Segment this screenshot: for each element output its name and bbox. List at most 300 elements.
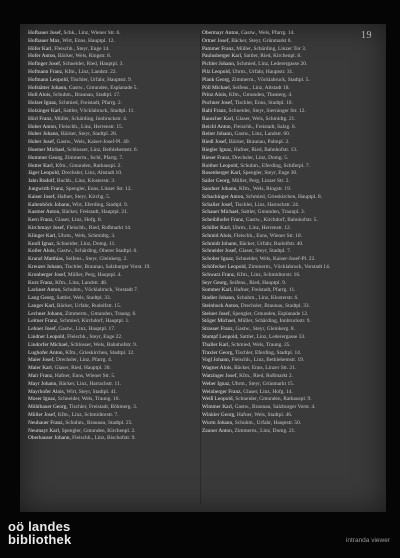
entry-text: Wirt, Enns, Hauptpl. 12. <box>62 37 115 44</box>
directory-entry <box>202 108 372 114</box>
entry-name: Müller Josef, <box>28 412 57 419</box>
entry-text: Uhrm., Wels, Schmidtg. 3. <box>58 232 116 239</box>
entry-name: Lang Georg, <box>28 295 56 302</box>
entry-name: Rabl Franz, <box>202 107 228 114</box>
entry-text: Uhrm., Linz, Herrenstr. 12. <box>232 224 292 231</box>
entry-name: Kronberger Josef, <box>28 271 67 278</box>
entry-name: Mair Franz, <box>28 373 54 380</box>
directory-entry <box>202 428 372 434</box>
directory-entry <box>202 350 372 356</box>
entry-name: Schöfecker Leopold, <box>202 263 247 270</box>
directory-entry <box>28 311 198 317</box>
entry-text: Uhrm., Urfahr, Hauptstr. 31. <box>232 68 294 75</box>
entry-name: Neubauer Franz, <box>28 419 64 426</box>
entry-name: Maier Karl, <box>28 365 54 372</box>
entry-text: Seifens., Linz, Altstadt 18. <box>232 84 290 91</box>
entry-text: Hafner, Enns, Wiener Str. 5. <box>54 373 116 380</box>
entry-text: Gastw., Braunau, Salzburger Vorst. 4. <box>234 404 316 411</box>
entry-name: Stadler Johann, <box>202 295 236 302</box>
library-logo[interactable] <box>8 520 71 546</box>
entry-name: Stumpf Leopold, <box>202 334 239 341</box>
entry-text: Fleischh., Enns, Wiener Str. 18. <box>233 232 303 239</box>
entry-text: Tischler, Enns, Stadtpl. 10. <box>234 100 293 107</box>
directory-entry <box>28 241 198 247</box>
directory-entry <box>28 233 198 239</box>
entry-text: Fleischh., Linz, Herrenstr. 15. <box>58 123 124 130</box>
directory-entry <box>202 124 372 130</box>
entry-text: Schneider, Wels, Kaiser-Josef-Pl. 22. <box>235 256 316 263</box>
entry-text: Kfm., Linz, Schmidtorstr. 7. <box>57 412 119 419</box>
directory-entry <box>28 295 198 301</box>
right-column <box>202 30 372 435</box>
entry-name: Riegler Ignaz, <box>202 146 233 153</box>
entry-text: Fleischh., Linz, Bischofstr. 9. <box>72 435 136 442</box>
directory-entry <box>202 209 372 215</box>
entry-text: Kfm., Gmunden, Theaterg. 4. <box>228 92 293 99</box>
directory-entry <box>202 225 372 231</box>
entry-name: Neumayr Karl, <box>28 427 61 434</box>
entry-text: Buchb., Linz, Klosterstr. 3. <box>56 178 116 185</box>
entry-text: Schlosser, Wels, Bahnhofstr. 9. <box>70 341 138 348</box>
directory-entry <box>202 264 372 270</box>
entry-name: Schober Ignaz, <box>202 256 235 263</box>
directory-entry <box>28 389 198 395</box>
entry-name: Roither Leopold, <box>202 162 239 169</box>
entry-name: Obermayr Anton, <box>202 30 240 36</box>
directory-entry <box>202 77 372 83</box>
directory-entry <box>202 155 372 161</box>
directory-entry <box>28 428 198 434</box>
entry-name: Weiß Leopold, <box>202 396 234 403</box>
entry-name: Sandner Johann, <box>202 185 238 192</box>
entry-name: Hutter Karl, <box>28 162 55 169</box>
directory-entry <box>28 108 198 114</box>
entry-name: Holzinger Karl, <box>28 107 62 114</box>
entry-name: Kastner Anton, <box>28 209 61 216</box>
entry-name: Wimmer Karl, <box>202 404 234 411</box>
directory-entry <box>28 155 198 161</box>
entry-name: Reiter Johann, <box>202 131 234 138</box>
entry-name: Holzer Ignaz, <box>28 100 58 107</box>
entry-text: Tischler, Freistadt, Böhmerg. 3. <box>69 404 138 411</box>
directory-entry <box>28 287 198 293</box>
entry-name: Knoll Ignaz, <box>28 240 55 247</box>
entry-name: Lughofer Anton, <box>28 349 64 356</box>
entry-text: Tischler, Braunau, Salzburger Vorst. 19. <box>64 263 151 270</box>
entry-text: Schmied, Grieskirchen, Hauptpl. 8. <box>245 193 323 200</box>
entry-text: Wirt, Steyr, Stadtpl. 41. <box>66 388 118 395</box>
entry-text: Wirt, Eferding, Stadtpl. 9. <box>72 201 129 208</box>
directory-entry <box>202 420 372 426</box>
directory-entry <box>28 163 198 169</box>
entry-name: Ortner Josef, <box>202 37 230 44</box>
entry-text: Glaser, Ried, Hauptpl. 30. <box>54 365 111 372</box>
entry-name: Stöger Michael, <box>202 318 237 325</box>
entry-name: Schmid Alois, <box>202 232 233 239</box>
logo-line-2: bibliothek <box>8 532 72 547</box>
entry-name: Hofmann Leopold, <box>28 76 70 83</box>
entry-text: Drechsler, Linz, Altstadt 10. <box>61 170 123 177</box>
entry-name: Lechner Johann, <box>28 310 64 317</box>
directory-entry <box>202 217 372 223</box>
entry-text: Tischler, Eferding, Stadtpl. 14. <box>235 349 302 356</box>
entry-text: Hafner, Freistadt, Pfarrg. 11. <box>233 287 296 294</box>
entry-name: Wagner Alois, <box>202 365 233 372</box>
directory-entry <box>28 186 198 192</box>
directory-entry <box>202 46 372 52</box>
directory-entry <box>202 92 372 98</box>
entry-name: Scheiblhofer Franz, <box>202 217 245 224</box>
entry-text: Schmied, Kirchdorf, Hauptpl. 1. <box>59 318 130 325</box>
entry-name: Koller Alois, <box>28 248 56 255</box>
entry-text: Müller, Schärding, Innbruckstr. 4. <box>54 115 128 122</box>
entry-text: Glaser, Linz, Hofg. 8. <box>55 217 103 224</box>
logo-line-1: oö landes <box>8 519 71 534</box>
entry-name: Rieser Franz, <box>202 154 231 161</box>
entry-text: Drechsler, Linz, Domg. 5. <box>232 154 289 161</box>
entry-text: Kfm., Linz, Landstr. 22. <box>64 68 117 75</box>
directory-entry <box>28 373 198 379</box>
left-column <box>28 30 198 443</box>
entry-name: Thaller Karl, <box>202 341 230 348</box>
entry-name: Hofinger Josef, <box>28 61 62 68</box>
directory-entry <box>28 256 198 262</box>
entry-text: Sattler, Vöcklabruck, Stadtpl. 11. <box>63 107 135 114</box>
directory-entry <box>202 334 372 340</box>
directory-entry <box>28 147 198 153</box>
entry-name: Strasser Franz, <box>202 326 235 333</box>
entry-name: Reichl Anton, <box>202 123 232 130</box>
entry-name: Kirchmayr Josef, <box>28 224 66 231</box>
directory-entry <box>202 147 372 153</box>
directory-entry <box>202 280 372 286</box>
entry-name: Seyr Georg, <box>202 279 228 286</box>
directory-entry <box>202 326 372 332</box>
entry-text: Schneider, Gmunden, Rathauspl. 9. <box>235 396 312 403</box>
directory-entry <box>202 381 372 387</box>
entry-text: Drechsler, Braunau, Stadtpl. 33. <box>240 302 310 309</box>
entry-name: Jungwirth Franz, <box>28 185 65 192</box>
directory-entry <box>202 404 372 410</box>
directory-entry <box>28 381 198 387</box>
directory-entry <box>28 38 198 44</box>
directory-entry <box>202 412 372 418</box>
entry-text: Schneider, Steyr, Sierninger Str. 12. <box>228 107 306 114</box>
entry-name: Schaller Josef, <box>202 201 234 208</box>
entry-name: Schwarz Franz, <box>202 271 236 278</box>
entry-name: Langer Karl, <box>28 302 56 309</box>
entry-text: Bäcker, Steyr, Stadtpl. 28. <box>60 131 118 138</box>
entry-text: Müller, Perg, Linzer Str. 2. <box>232 178 290 185</box>
entry-name: Vogl Johann, <box>202 357 231 364</box>
directory-entry <box>202 69 372 75</box>
entry-name: Oberhauser Johann, <box>28 435 71 442</box>
directory-entry <box>28 412 198 418</box>
entry-text: Zimmerm., Vöcklabruck, Vorstadt 14. <box>248 263 331 270</box>
scanned-page <box>20 24 386 512</box>
entry-name: Huemer Michael, <box>28 146 66 153</box>
directory-entry <box>202 272 372 278</box>
directory-entry <box>202 389 372 395</box>
entry-name: Hofstätter Johann, <box>28 84 68 91</box>
entry-text: Müller, Schärding, Innbruckstr. 9. <box>237 318 311 325</box>
directory-entry <box>202 295 372 301</box>
directory-entry <box>202 139 372 145</box>
entry-name: Prinz Alois, <box>202 92 228 99</box>
directory-entry <box>28 350 198 356</box>
entry-text: Schk., Linz, Wiener Str. 6. <box>63 30 121 36</box>
entry-text: Kfm., Gmunden, Rathauspl. 2. <box>55 162 122 169</box>
directory-entry <box>202 194 372 200</box>
entry-text: Spengler, Enns, Linzer Str. 12. <box>65 185 132 192</box>
directory-entry <box>28 30 198 36</box>
entry-name: Hofbauer Max, <box>28 37 61 44</box>
entry-name: Weber Ignaz, <box>202 380 231 387</box>
entry-name: Leitner Franz, <box>28 318 59 325</box>
entry-name: Rauscher Karl, <box>202 115 235 122</box>
directory-entry <box>28 92 198 98</box>
entry-name: Hofmann Franz, <box>28 68 64 75</box>
entry-name: Sommer Karl, <box>202 287 233 294</box>
viewer-label[interactable]: intranda viewer <box>345 537 390 544</box>
entry-name: Kurz Franz, <box>28 279 54 286</box>
entry-text: Gastw., Linz, Hauptpl. 17. <box>58 326 116 333</box>
directory-entry <box>28 124 198 130</box>
entry-text: Schneider, Linz, Domg. 11. <box>56 240 116 247</box>
entry-name: Sailer Georg, <box>202 178 231 185</box>
directory-entry <box>202 178 372 184</box>
entry-text: Hafner, Steyr, Kirchg. 5. <box>57 193 111 200</box>
entry-text: Bäcker, Braunau, Palmpl. 2. <box>228 139 290 146</box>
entry-text: Fleischh., Steyr, Enge 22. <box>67 334 123 341</box>
entry-name: Huber Josef, <box>28 139 56 146</box>
entry-text: Gastw., Wels, Kaiser-Josef-Pl. 40. <box>56 139 130 146</box>
directory-entry <box>28 61 198 67</box>
entry-name: Plank Georg, <box>202 76 231 83</box>
column-divider <box>200 34 201 504</box>
directory-entry <box>202 311 372 317</box>
entry-text: Bäcker, Linz, Harrachstr. 11. <box>59 380 122 387</box>
entry-text: Schuhm., Linz, Klosterstr. 6. <box>236 295 299 302</box>
entry-text: Gastw., Kirchdorf, Bahnhofstr. 5. <box>245 217 318 224</box>
entry-text: Zimmerm., Linz, Domg. 21. <box>234 427 296 434</box>
entry-text: Tischler, Linz, Harrachstr. 24. <box>234 201 300 208</box>
entry-text: Zimmerm., Vöcklabruck, Stadtpl. 5. <box>231 76 310 83</box>
directory-entry <box>28 139 198 145</box>
directory-entry <box>28 342 198 348</box>
entry-name: Pilz Leopold, <box>202 68 232 75</box>
directory-entry <box>28 326 198 332</box>
directory-entry <box>28 365 198 371</box>
directory-entry <box>28 194 198 200</box>
entry-name: Paulusberger Karl, <box>202 53 243 60</box>
entry-text: Zimmerm., Ischl, Pfarrg. 7. <box>64 154 124 161</box>
directory-entry <box>202 241 372 247</box>
directory-entry <box>202 100 372 106</box>
directory-entry <box>28 318 198 324</box>
entry-text: Spengler, Steyr, Enge 30. <box>242 170 298 177</box>
entry-text: Fleischh., Linz, Bethlehemstr. 19. <box>231 357 305 364</box>
entry-text: Müller, Perg, Hauptpl. 4. <box>67 271 122 278</box>
directory-entry <box>202 30 372 36</box>
entry-name: Huber Anton, <box>28 123 58 130</box>
entry-name: Lehner Josef, <box>28 326 58 333</box>
entry-text: Schneider, Ried, Hauptpl. 3. <box>62 61 124 68</box>
entry-name: Lindner Leopold, <box>28 334 66 341</box>
directory-entry <box>28 280 198 286</box>
entry-text: Bäcker, Freistadt, Hauptpl. 21. <box>62 209 129 216</box>
entry-text: Schuhm., Eferding, Schiferpl. 7. <box>240 162 310 169</box>
entry-text: Gastw., Wels, Pfarrg. 14. <box>241 30 295 36</box>
entry-text: Müller, Schärding, Linzer Tor 3. <box>236 45 307 52</box>
entry-name: Hörl Franz, <box>28 115 53 122</box>
entry-name: Klinger Karl, <box>28 232 57 239</box>
directory-entry <box>28 53 198 59</box>
entry-text: Kfm., Ried, Roßmarkt 2. <box>239 373 293 380</box>
directory-entry <box>28 334 198 340</box>
directory-entry <box>28 435 198 441</box>
directory-entry <box>202 163 372 169</box>
directory-entry <box>202 233 372 239</box>
directory-entry <box>202 287 372 293</box>
directory-entry <box>28 404 198 410</box>
entry-text: Schuhm., Braunau, Stadtpl. 25. <box>65 419 133 426</box>
directory-entry <box>28 272 198 278</box>
entry-name: Traxler Georg, <box>202 349 234 356</box>
entry-text: Bäcker, Steyr, Grünmarkt 6. <box>231 37 292 44</box>
directory-entry <box>202 131 372 137</box>
entry-name: Puchner Josef, <box>202 100 234 107</box>
entry-name: Winkler Georg, <box>202 412 236 419</box>
entry-name: Riedl Josef, <box>202 139 228 146</box>
directory-entry <box>28 85 198 91</box>
entry-name: Hofbauer Josef, <box>28 30 63 36</box>
directory-entry <box>202 85 372 91</box>
directory-entry <box>28 396 198 402</box>
entry-text: Kfm., Wels, Ringstr. 19. <box>239 185 292 192</box>
entry-name: Kreuzer Johann, <box>28 263 64 270</box>
directory-entry <box>202 365 372 371</box>
directory-entry <box>28 77 198 83</box>
directory-entry <box>202 170 372 176</box>
directory-entry <box>202 116 372 122</box>
entry-text: Drechsler, Linz, Pfarrg. 4. <box>56 357 113 364</box>
entry-name: Kaltenböck Johann, <box>28 201 71 208</box>
entry-text: Seifens., Ried, Hauptpl. 9. <box>229 279 287 286</box>
entry-name: Mühlbauer Georg, <box>28 404 68 411</box>
entry-text: Bäcker, Urfahr, Rudolfstr. 40. <box>239 240 304 247</box>
entry-text: Seifens., Steyr, Gleinkerg. 2. <box>65 256 128 263</box>
entry-name: Schneider Josef, <box>202 248 238 255</box>
entry-name: Steiner Josef, <box>202 310 232 317</box>
entry-text: Sattler, Linz, Lederergasse 33. <box>239 334 306 341</box>
entry-text: Gastw., Schärding, Oberer Stadtpl. 6. <box>57 248 138 255</box>
entry-name: Pichler Johann, <box>202 61 236 68</box>
entry-text: Glaser, Linz, Hofg. 14. <box>243 388 293 395</box>
directory-entry <box>202 342 372 348</box>
directory-entry <box>202 186 372 192</box>
directory-entry <box>28 264 198 270</box>
directory-entry <box>28 420 198 426</box>
directory-entry <box>202 357 372 363</box>
entry-text: Tischler, Urfahr, Hauptstr. 9. <box>70 76 133 83</box>
directory-entry <box>28 116 198 122</box>
entry-name: Huber Johann, <box>28 131 60 138</box>
entry-name: Lindorfer Michael, <box>28 341 70 348</box>
entry-name: Schmidt Johann, <box>202 240 238 247</box>
entry-name: Hummer Georg, <box>28 154 64 161</box>
entry-name: Schiller Karl, <box>202 224 232 231</box>
entry-text: Schmied, Freistadt, Pfarrg. 2. <box>58 100 122 107</box>
entry-name: Jäger Leopold, <box>28 170 61 177</box>
directory-entry <box>202 303 372 309</box>
directory-entry <box>28 357 198 363</box>
directory-entry <box>28 202 198 208</box>
entry-name: Kaiser Josef, <box>28 193 56 200</box>
entry-name: Rosenberger Karl, <box>202 170 242 177</box>
entry-name: Wurm Johann, <box>202 419 234 426</box>
entry-name: Maier Josef, <box>28 357 55 364</box>
directory-entry <box>28 170 198 176</box>
entry-name: Pammer Franz, <box>202 45 235 52</box>
directory-entry <box>28 217 198 223</box>
entry-text: Kfm., Grieskirchen, Stadtpl. 12. <box>65 349 135 356</box>
page-number: 19 <box>361 30 372 41</box>
entry-text: Sattler, Ried, Kirchenpl. 8. <box>243 53 302 60</box>
directory-entry <box>202 256 372 262</box>
entry-text: Hafner, Ried, Bahnhofstr. 13. <box>233 146 298 153</box>
entry-name: Holl Alois, <box>28 92 52 99</box>
entry-name: Kranzl Matthias, <box>28 256 65 263</box>
entry-text: Zimmerm., Gmunden, Traung. 6. <box>64 310 137 317</box>
entry-text: Schlosser, Linz, Bethlehemstr. 6. <box>67 146 138 153</box>
entry-name: Mayr Johann, <box>28 380 58 387</box>
directory-entry <box>202 202 372 208</box>
entry-name: Mayrhofer Alois, <box>28 388 66 395</box>
entry-text: Schmied, Wels, Traung. 25. <box>231 341 291 348</box>
entry-name: Watzinger Josef, <box>202 373 238 380</box>
entry-text: Kfm., Linz, Schmidtorstr. 16. <box>236 271 301 278</box>
directory-entry <box>28 209 198 215</box>
entry-text: Hafner, Wels, Stadtpl. 46. <box>236 412 293 419</box>
entry-text: Schmied, Linz, Lederergasse 20. <box>236 61 308 68</box>
entry-text: Schuhm., Urfahr, Hauptstr. 50. <box>234 419 302 426</box>
entry-name: Schauer Michael, <box>202 209 240 216</box>
directory-entry <box>28 178 198 184</box>
entry-text: Bäcker, Urfahr, Rudolfstr. 15. <box>56 302 121 309</box>
entry-text: Uhrm., Steyr, Grünmarkt 15. <box>231 380 295 387</box>
entry-name: Moser Ignaz, <box>28 396 57 403</box>
entry-text: Gastw., Gmunden, Esplanade 5. <box>68 84 138 91</box>
entry-text: Spengler, Gmunden, Esplanade 12. <box>232 310 309 317</box>
entry-text: Schneider, Wels, Traung. 16. <box>57 396 120 403</box>
directory-entry <box>202 61 372 67</box>
directory-entry <box>202 248 372 254</box>
directory-entry <box>202 318 372 324</box>
entry-text: Fleischh., Steyr, Enge 14. <box>54 45 110 52</box>
entry-name: Schachinger Anton, <box>202 193 245 200</box>
entry-text: Sattler, Wels, Stadtpl. 33. <box>56 295 112 302</box>
entry-name: Pöll Michael, <box>202 84 232 91</box>
entry-text: Schuhm., Vöcklabruck, Vorstadt 7. <box>62 287 139 294</box>
entry-name: Zauner Anton, <box>202 427 234 434</box>
entry-text: Kfm., Linz, Landstr. 48. <box>55 279 108 286</box>
entry-name: Weinberger Franz, <box>202 388 242 395</box>
directory-entry <box>202 396 372 402</box>
entry-name: Hofer Anton, <box>28 53 57 60</box>
entry-text: Fleischh., Ried, Roßmarkt 14. <box>66 224 132 231</box>
directory-entry <box>202 53 372 59</box>
